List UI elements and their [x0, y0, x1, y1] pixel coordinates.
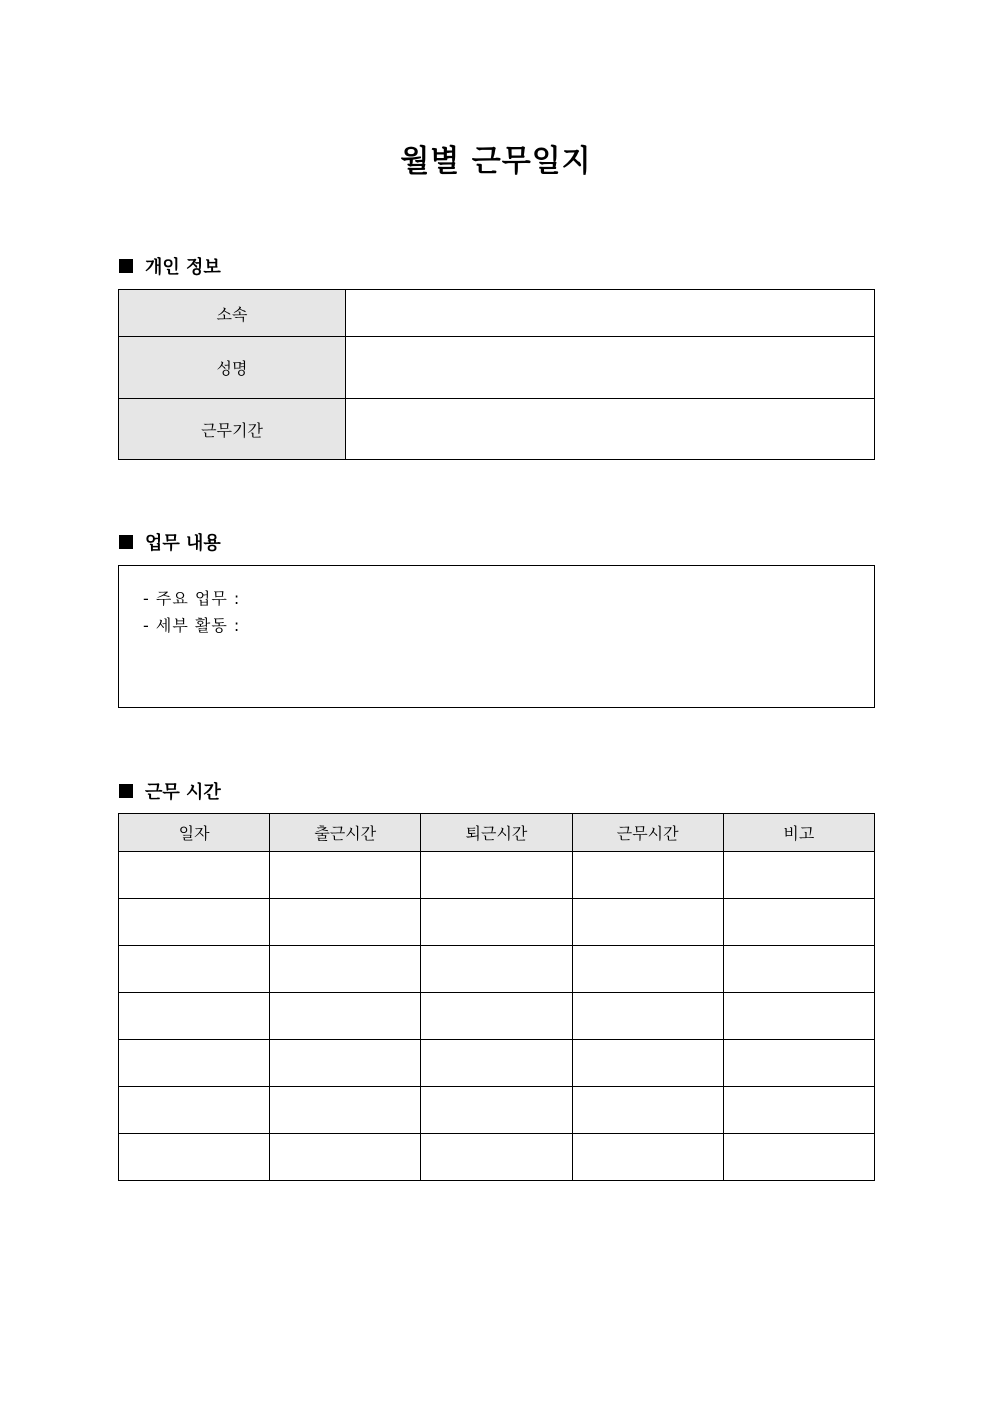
table-row: [119, 852, 875, 899]
table-cell[interactable]: [572, 899, 723, 946]
table-row: [119, 337, 875, 399]
table-cell[interactable]: [572, 1134, 723, 1181]
table-cell[interactable]: [572, 1040, 723, 1087]
column-header-clock-in: 출근시간: [270, 814, 421, 852]
info-label-affiliation: 소속: [119, 290, 346, 337]
table-cell[interactable]: [723, 1134, 874, 1181]
table-cell[interactable]: [119, 852, 270, 899]
table-header-row: [119, 814, 875, 852]
section-heading-work-content: [119, 529, 221, 555]
work-content-box[interactable]: [118, 565, 875, 708]
table-cell[interactable]: [119, 1087, 270, 1134]
info-label-work-period: 근무기간: [119, 399, 346, 460]
info-value-name[interactable]: [346, 337, 875, 399]
table-cell[interactable]: [723, 946, 874, 993]
table-cell[interactable]: [270, 899, 421, 946]
table-cell[interactable]: [119, 993, 270, 1040]
table-cell[interactable]: [270, 946, 421, 993]
table-row: [119, 290, 875, 337]
section-heading-label: 업무 내용: [145, 533, 221, 554]
table-cell[interactable]: [723, 1087, 874, 1134]
table-cell[interactable]: [421, 899, 572, 946]
section-heading-label: 개인 정보: [145, 257, 221, 278]
column-header-date: 일자: [119, 814, 270, 852]
work-hours-table: [118, 813, 875, 1181]
section-heading-label: 근무 시간: [145, 782, 221, 803]
black-square-icon: [119, 259, 133, 273]
table-cell[interactable]: [270, 1134, 421, 1181]
table-cell[interactable]: [270, 1040, 421, 1087]
table-cell[interactable]: [723, 899, 874, 946]
table-row: [119, 1087, 875, 1134]
table-cell[interactable]: [421, 1040, 572, 1087]
table-cell[interactable]: [119, 1134, 270, 1181]
table-cell[interactable]: [421, 852, 572, 899]
table-cell[interactable]: [270, 1087, 421, 1134]
table-cell[interactable]: [421, 1087, 572, 1134]
table-cell[interactable]: [119, 1040, 270, 1087]
column-header-remarks: 비고: [723, 814, 874, 852]
table-cell[interactable]: [270, 852, 421, 899]
work-line-detailed-activities: - 세부 활동 :: [143, 616, 241, 635]
table-cell[interactable]: [572, 1087, 723, 1134]
section-heading-personal-info: [119, 253, 221, 279]
table-row: [119, 946, 875, 993]
table-cell[interactable]: [723, 993, 874, 1040]
table-row: [119, 899, 875, 946]
table-cell[interactable]: [572, 993, 723, 1040]
info-label-name: 성명: [119, 337, 346, 399]
table-cell[interactable]: [723, 1040, 874, 1087]
column-header-clock-out: 퇴근시간: [421, 814, 572, 852]
info-value-work-period[interactable]: [346, 399, 875, 460]
black-square-icon: [119, 535, 133, 549]
table-row: [119, 399, 875, 460]
table-cell[interactable]: [572, 946, 723, 993]
table-cell[interactable]: [723, 852, 874, 899]
table-row: [119, 1134, 875, 1181]
page-title: 월별 근무일지: [400, 144, 592, 179]
table-cell[interactable]: [421, 1134, 572, 1181]
table-cell[interactable]: [119, 899, 270, 946]
table-cell[interactable]: [421, 946, 572, 993]
table-cell[interactable]: [572, 852, 723, 899]
table-row: [119, 1040, 875, 1087]
column-header-hours-worked: 근무시간: [572, 814, 723, 852]
personal-info-table: [118, 289, 875, 460]
table-cell[interactable]: [119, 946, 270, 993]
table-cell[interactable]: [421, 993, 572, 1040]
table-cell[interactable]: [270, 993, 421, 1040]
table-row: [119, 993, 875, 1040]
work-line-main-duties: - 주요 업무 :: [143, 589, 241, 608]
black-square-icon: [119, 784, 133, 798]
info-value-affiliation[interactable]: [346, 290, 875, 337]
section-heading-work-hours: [119, 778, 221, 804]
